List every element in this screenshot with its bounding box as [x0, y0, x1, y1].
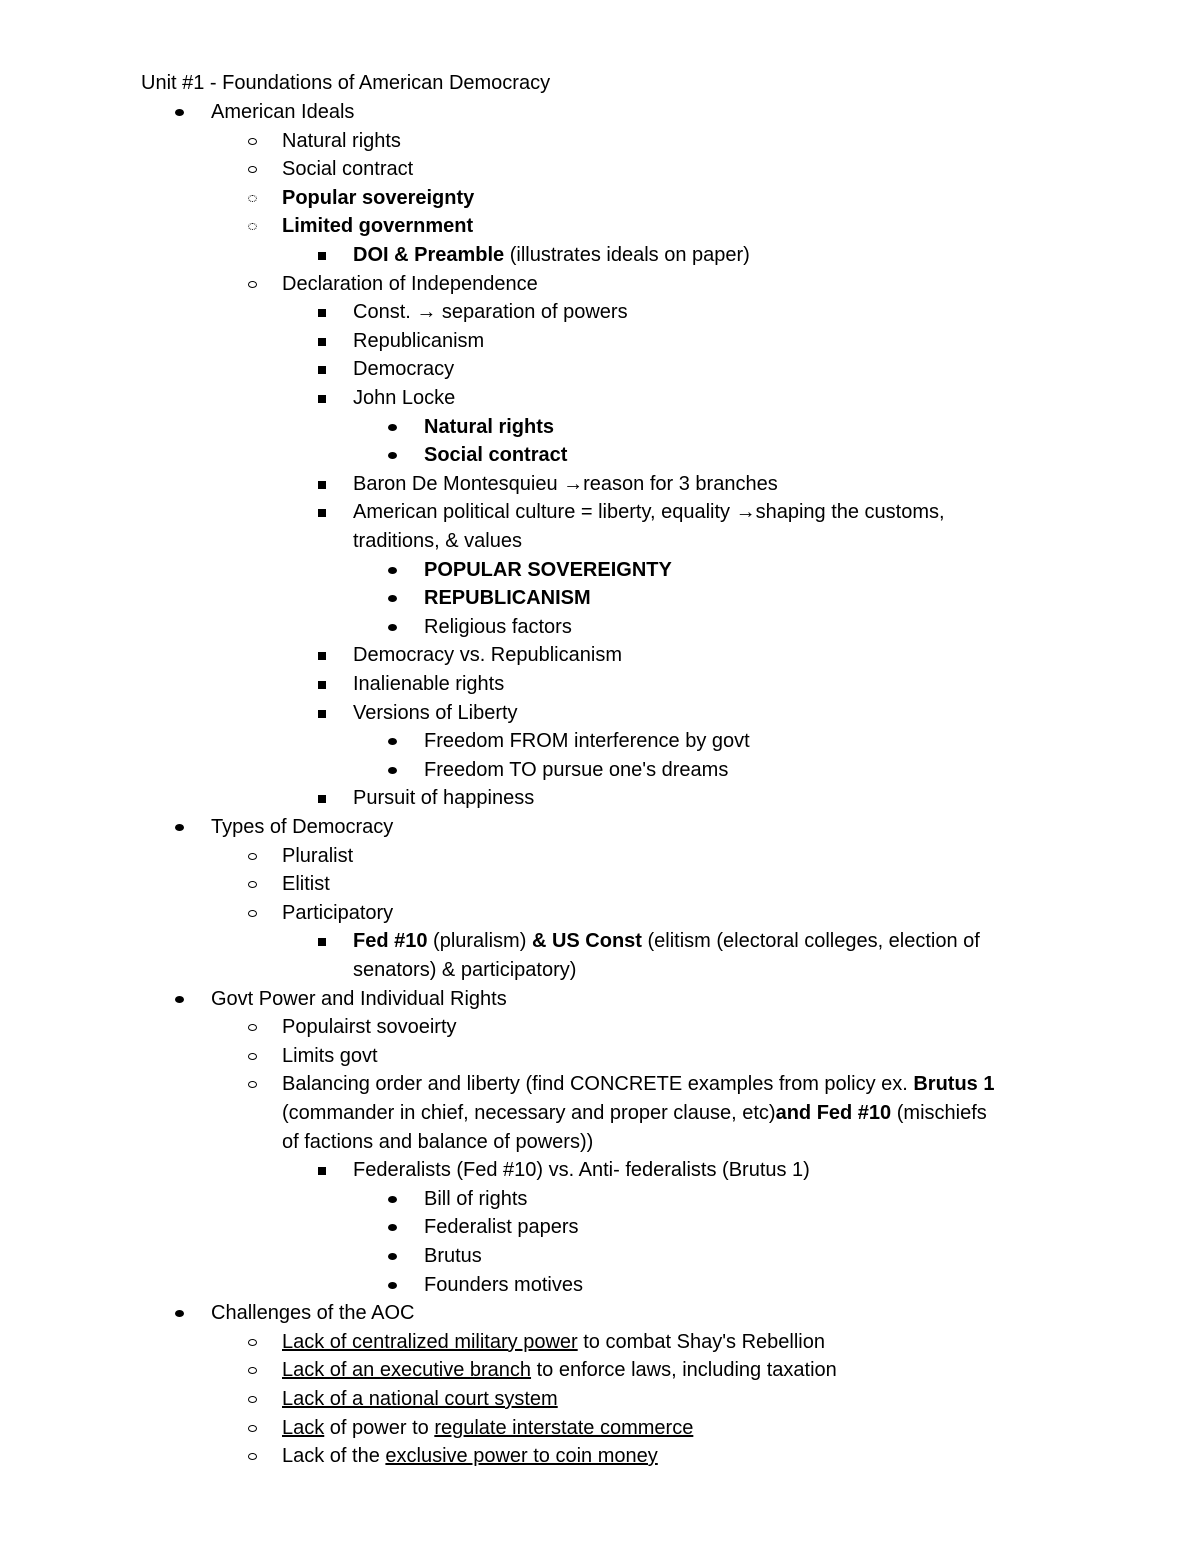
item-text: (elitism (electoral colleges, election of — [641, 930, 980, 953]
outline-item-level-3 — [353, 384, 455, 413]
item-text: (pluralism) — [427, 930, 532, 953]
outline-item-level-2 — [282, 184, 474, 213]
bullet-circle-icon — [248, 1356, 262, 1385]
bullet-square-icon — [318, 670, 332, 699]
item-text: Declaration of Independence — [282, 272, 538, 295]
bold-text: POPULAR SOVEREIGNTY — [424, 558, 672, 581]
item-text: Republicanism — [353, 329, 485, 352]
outline-item-level-3 — [353, 1156, 810, 1185]
item-text: of power to — [324, 1416, 435, 1439]
item-text: Bill of rights — [424, 1187, 528, 1210]
item-text: American political culture = liberty, equality →shaping the customs, — [353, 501, 945, 524]
item-text: Types of Democracy — [211, 816, 394, 838]
outline-item-level-2 — [282, 1013, 457, 1042]
bullet-circle-icon — [248, 270, 262, 299]
item-text: Social contract — [282, 158, 414, 181]
bullet-disc-icon — [175, 1299, 189, 1328]
item-text: Federalists (Fed #10) vs. Anti- federalists (Brutus 1) — [353, 1159, 810, 1182]
bold-text: DOI & Preamble — [353, 244, 505, 266]
outline-item-level-4 — [424, 1271, 583, 1300]
bold-text: Popular sovereignty — [282, 186, 475, 209]
item-text: Religious factors — [424, 615, 572, 638]
item-text: Versions of Liberty — [353, 701, 518, 724]
item-text: (mischiefs — [891, 1102, 987, 1124]
outline-item-level-2 — [282, 1070, 994, 1099]
underlined-text: Lack of a national court system — [282, 1388, 558, 1410]
outline-item-continuation — [353, 956, 576, 985]
item-text: senators) & participatory) — [353, 959, 577, 981]
bold-text: Fed #10 — [353, 930, 428, 953]
bullet-circle-icon — [248, 1328, 262, 1357]
bullet-disc-icon — [388, 1213, 402, 1242]
outline-item-continuation — [353, 527, 522, 556]
outline-item-level-3 — [353, 498, 945, 527]
outline-item-level-3 — [353, 241, 750, 270]
outline-item-level-4 — [424, 756, 728, 785]
item-text: Democracy vs. Republicanism — [353, 644, 622, 667]
bullet-square-icon — [318, 699, 332, 728]
bullet-disc-icon — [388, 1271, 402, 1300]
bullet-disc-icon — [388, 1242, 402, 1271]
bullet-square-icon — [318, 927, 332, 956]
outline-item-level-2 — [282, 212, 473, 241]
item-text: Federalist papers — [424, 1216, 579, 1239]
bullet-square-icon — [318, 355, 332, 384]
bullet-square-icon — [318, 470, 332, 499]
bullet-circle-icon — [248, 1070, 262, 1099]
item-text: Founders motives — [424, 1273, 583, 1296]
item-text: Govt Power and Individual Rights — [211, 987, 507, 1010]
bullet-disc-icon — [175, 985, 189, 1014]
item-text: to enforce laws, including taxation — [531, 1359, 837, 1382]
item-text: Pursuit of happiness — [353, 787, 535, 810]
outline-item-level-3 — [353, 927, 980, 956]
outline-item-level-1 — [211, 1299, 414, 1328]
item-text: American Ideals — [211, 101, 355, 123]
outline-item-level-3 — [353, 327, 484, 356]
outline-item-level-4 — [424, 1242, 482, 1271]
outline-item-level-4 — [424, 1185, 527, 1214]
bullet-square-icon — [318, 784, 332, 813]
bold-text: REPUBLICANISM — [424, 587, 591, 610]
outline-item-level-2 — [282, 1328, 825, 1357]
bullet-disc-icon — [388, 441, 402, 470]
bullet-disc-icon — [388, 756, 402, 785]
outline-item-level-1 — [211, 985, 507, 1014]
item-text: Const. → separation of powers — [353, 301, 628, 324]
bullet-square-icon — [318, 498, 332, 527]
outline-item-continuation — [282, 1099, 987, 1128]
underlined-text: regulate interstate commerce — [434, 1416, 694, 1439]
bullet-dotted-circle-icon — [248, 212, 262, 241]
bullet-dotted-circle-icon — [248, 184, 262, 213]
bullet-square-icon — [318, 1156, 332, 1185]
bullet-disc-icon — [388, 727, 402, 756]
bullet-square-icon — [318, 641, 332, 670]
item-text: Brutus — [424, 1245, 482, 1267]
outline-item-level-2 — [282, 270, 538, 299]
bullet-square-icon — [318, 298, 332, 327]
item-text: Populairst sovoeirty — [282, 1016, 457, 1039]
item-text: Inalienable rights — [353, 673, 505, 695]
outline-item-level-4 — [424, 413, 554, 442]
outline-item-level-3 — [353, 699, 518, 728]
outline-item-level-1 — [211, 98, 354, 127]
underlined-text: Lack of centralized military power — [282, 1330, 578, 1353]
bold-text: Limited government — [282, 215, 474, 238]
outline-item-level-3 — [353, 470, 778, 499]
bullet-disc-icon — [388, 413, 402, 442]
outline-item-level-2 — [282, 127, 401, 156]
bold-text: Brutus 1 — [913, 1073, 995, 1096]
item-text: Elitist — [282, 873, 330, 896]
item-text: Balancing order and liberty (find CONCRETE examples from policy ex. — [282, 1073, 914, 1096]
item-text: Democracy — [353, 358, 455, 381]
item-text: (illustrates ideals on paper) — [504, 244, 750, 266]
outline-item-level-4 — [424, 556, 672, 585]
outline-item-level-3 — [353, 670, 504, 699]
bullet-circle-icon — [248, 1414, 262, 1443]
bold-text: Natural rights — [424, 415, 555, 438]
bullet-disc-icon — [388, 1185, 402, 1214]
outline-item-level-4 — [424, 584, 591, 613]
outline-item-level-2 — [282, 1385, 558, 1414]
outline-item-level-3 — [353, 298, 628, 327]
bullet-circle-icon — [248, 1013, 262, 1042]
outline-item-level-3 — [353, 784, 534, 813]
outline-item-level-4 — [424, 727, 750, 756]
bullet-disc-icon — [175, 98, 189, 127]
item-text: Pluralist — [282, 844, 354, 867]
outline-item-level-2 — [282, 1356, 837, 1385]
bullet-circle-icon — [248, 870, 262, 899]
bullet-disc-icon — [388, 584, 402, 613]
item-text: of factions and balance of powers)) — [282, 1130, 594, 1153]
item-text: Natural rights — [282, 129, 401, 152]
outline-item-level-2 — [282, 899, 393, 928]
item-text: Limits govt — [282, 1044, 378, 1067]
bullet-disc-icon — [388, 556, 402, 585]
bold-text: Social contract — [424, 444, 568, 467]
item-text: (commander in chief, necessary and proper clause, etc) — [282, 1102, 776, 1124]
outline-item-level-2 — [282, 842, 353, 871]
bullet-disc-icon — [388, 613, 402, 642]
item-text: Freedom TO pursue one's dreams — [424, 758, 729, 781]
outline-item-level-2 — [282, 1042, 378, 1071]
item-text: traditions, & values — [353, 530, 522, 552]
bullet-circle-icon — [248, 899, 262, 928]
outline-item-level-2 — [282, 1442, 658, 1471]
outline-item-level-1 — [211, 813, 393, 842]
bullet-disc-icon — [175, 813, 189, 842]
outline-item-level-3 — [353, 355, 454, 384]
bullet-circle-icon — [248, 127, 262, 156]
document-title: Unit #1 - Foundations of American Democracy — [141, 72, 551, 94]
item-text: Baron De Montesquieu →reason for 3 branches — [353, 472, 778, 495]
underlined-text: Lack — [282, 1416, 325, 1439]
item-text: Participatory — [282, 901, 394, 924]
bullet-circle-icon — [248, 155, 262, 184]
bullet-square-icon — [318, 327, 332, 356]
outline-item-level-2 — [282, 870, 330, 899]
underlined-text: Lack of an executive branch — [282, 1359, 532, 1382]
bullet-circle-icon — [248, 1442, 262, 1471]
outline-item-level-4 — [424, 441, 567, 470]
outline-item-level-2 — [282, 155, 413, 184]
outline-item-continuation — [282, 1128, 593, 1157]
outline-item-level-4 — [424, 613, 572, 642]
item-text: to combat Shay's Rebellion — [577, 1330, 825, 1353]
underlined-text: exclusive power to coin money — [385, 1445, 658, 1468]
outline-item-level-4 — [424, 1213, 579, 1242]
bullet-circle-icon — [248, 842, 262, 871]
bullet-square-icon — [318, 384, 332, 413]
bold-text: and Fed #10 — [775, 1102, 892, 1124]
bullet-circle-icon — [248, 1385, 262, 1414]
item-text: Challenges of the AOC — [211, 1302, 415, 1325]
bullet-circle-icon — [248, 1042, 262, 1071]
item-text: Freedom FROM interference by govt — [424, 730, 750, 753]
outline-item-level-2 — [282, 1414, 693, 1443]
bullet-square-icon — [318, 241, 332, 270]
bold-text: & US Const — [531, 930, 642, 953]
item-text: John Locke — [353, 387, 456, 409]
outline-item-level-3 — [353, 641, 622, 670]
item-text: Lack of the — [282, 1445, 386, 1468]
